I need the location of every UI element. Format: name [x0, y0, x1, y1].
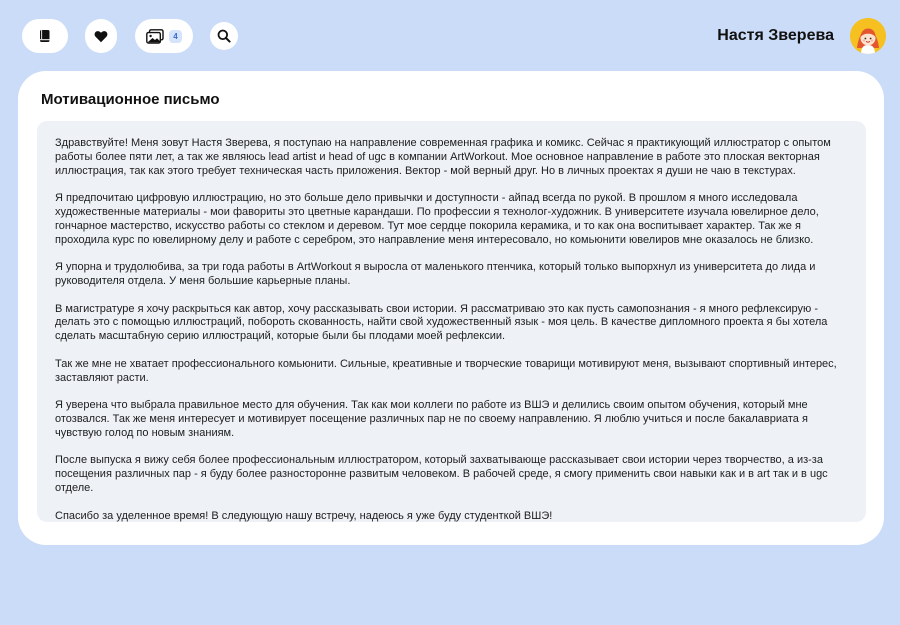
library-button[interactable]: [22, 19, 68, 53]
letter-paragraph: Так же мне не хватает профессионального комьюнити. Сильные, креативные и творческие товарищи мотивируют меня, вызывают спортивный интерес, заставляют расти.: [55, 357, 837, 384]
letter-paragraph: Здравствуйте! Меня зовут Настя Зверева, я поступаю на направление современная графика и комикс. Сейчас я практикующий иллюстратор с опытом работы более пяти лет, а так же являюсь lead artist и head of ugc в компании ArtWorkout. Мое основное направление в работе это плоская векторная иллюстрация, так как этого требует техническая часть приложения. Вектор - мой верный друг. Но в личных проектах я души не чаю в текстурах.: [55, 137, 831, 177]
top-bar: [22, 18, 886, 54]
search-icon: [217, 29, 231, 43]
letter-paragraph: В магистратуре я хочу раскрыться как автор, хочу рассказывать свои истории. Я рассматриваю это как пусть самопознания - я много рефлексирую - делать это с помощью иллюстраций, побороть скованность, найти свой художественный язык - моя цель. В качестве дипломного проекта я бы хотела сделать масштабную серию иллюстраций, которые были бы плодами моей рефлексии.: [55, 302, 828, 343]
letter-paragraph: Я предпочитаю цифровую иллюстрацию, но это больше дело привычки и доступности - айпад всегда по рукой. В прошлом я много исследовала художественные материалы - мои фавориты это цветные карандаши. По профессии я технолог-художник. В университете изучала ювелирное дело, гончарное мастерство, искусство работы со стеклом и деревом. Тут мое сердце покорила керамика, и то как она воспитывает характер. Так же я проходила курс по ювелирному делу и работе с серебром, это направление меня интересовало, но комьюнити ювелиров мне оказалось не близко.: [55, 192, 819, 246]
gallery-count-badge: 4: [169, 30, 182, 43]
user-avatar[interactable]: [850, 18, 886, 54]
favorites-button[interactable]: [85, 19, 117, 53]
images-icon: [146, 29, 164, 44]
heart-icon: [94, 30, 108, 43]
motivation-letter-card: [18, 71, 884, 545]
card-title: Мотивационное письмо: [41, 91, 220, 108]
letter-paragraph: Спасибо за уделенное время! В следующую нашу встречу, надеюсь я уже буду студенткой ВШЭ!: [55, 509, 553, 522]
girl-avatar-icon: [850, 41, 886, 54]
gallery-button[interactable]: [135, 19, 193, 53]
letter-paragraph: Я уверена что выбрала правильное место для обучения. Так как мои коллеги по работе из ВШЭ и делились своим опытом обучения, который мне отозвался. Так же меня интересует и мотивирует посещение различных пар не по своему направлению. Я люблю учиться и после бакалавриата я чувствую голод по новым знаниям.: [55, 399, 808, 439]
book-icon: [38, 29, 52, 43]
user-name: Настя Зверева: [717, 27, 834, 44]
search-button[interactable]: [210, 22, 238, 50]
letter-text-area: [37, 121, 866, 522]
letter-paragraph: После выпуска я вижу себя более профессиональным иллюстратором, который захватывающе рассказывает свои истории через творчество, а из-за посещения различных пар - я буду более разносторонне развитым человеком. В рабочей среде, я смогу применить свои навыки как и в art так и в ugc отделе.: [55, 454, 828, 494]
letter-paragraph: Я упорна и трудолюбива, за три года работы в ArtWorkout я выросла от маленького птенчика, который только выпорхнул из университета до лида и руководителя отдела. У меня большие карьерные планы.: [55, 261, 816, 287]
